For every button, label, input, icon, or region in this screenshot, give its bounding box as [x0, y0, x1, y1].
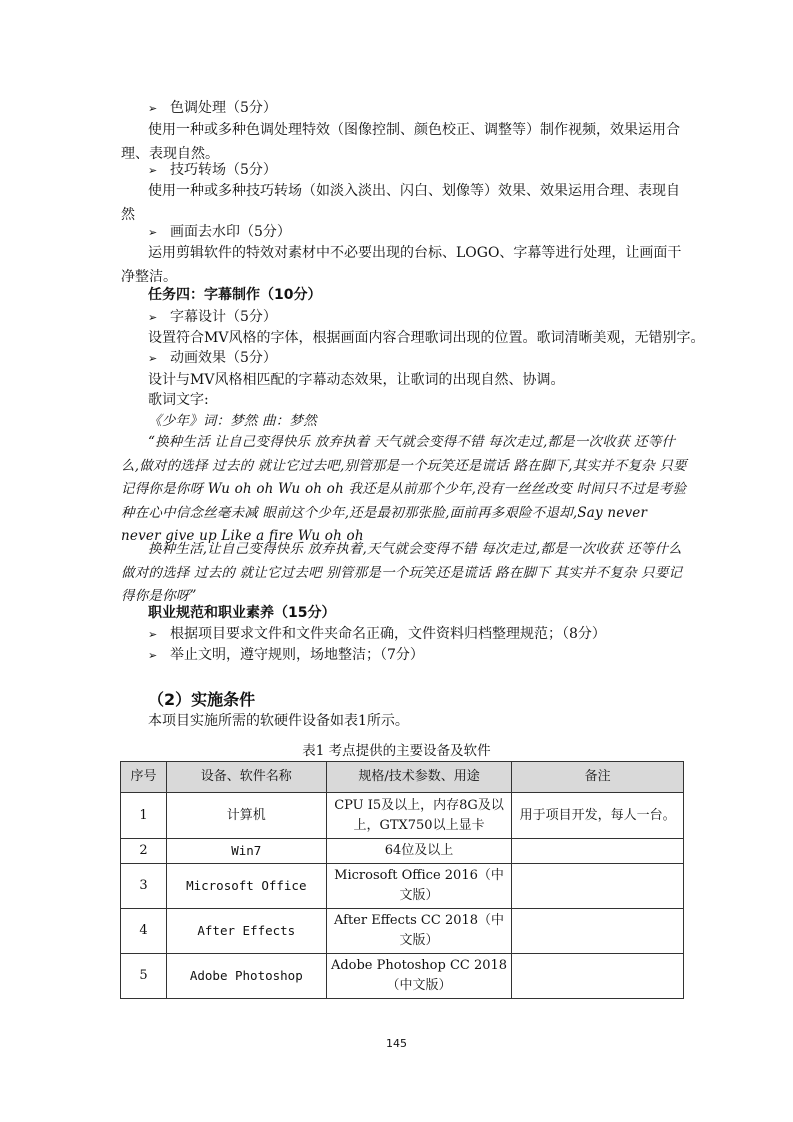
cell-spec: CPU I5及以上，内存8G及以上，GTX750以上显卡: [326, 793, 512, 839]
cell-name: 计算机: [166, 793, 326, 839]
professional-item-2: ➢ 举止文明，遵守规则，场地整洁；（7分）: [148, 645, 424, 666]
subtitle-design-heading: ➢ 字幕设计（5分）: [148, 307, 277, 328]
cell-note: [512, 954, 684, 999]
conditions-title: （2）实施条件: [148, 690, 256, 709]
cell-name: Adobe Photoshop: [166, 954, 326, 999]
table-row: [121, 864, 684, 909]
cell-spec: Microsoft Office 2016（中文版）: [326, 864, 512, 909]
header-no: 序号: [121, 762, 167, 793]
professional-title: 职业规范和职业素养（15分）: [148, 605, 336, 621]
cell-no: 5: [121, 954, 167, 999]
section-text-watermark: 运用剪辑软件的特效对素材中不必要出现的台标、LOGO、字幕等进行处理，让画面干净整洁。: [121, 245, 682, 285]
lyrics-label: 歌词文字:: [148, 392, 209, 408]
cell-no: 3: [121, 864, 167, 909]
bullet-icon: ➢: [148, 628, 158, 641]
cell-note: 用于项目开发，每人一台。: [512, 793, 684, 839]
subtitle-design-text: 设置符合MV风格的字体，根据画面内容合理歌词出现的位置。歌词清晰美观，无错别字。: [148, 330, 705, 346]
animation-text: 设计与MV风格相匹配的字幕动态效果，让歌词的出现自然、协调。: [148, 372, 565, 388]
cell-no: 1: [121, 793, 167, 839]
cell-no: 2: [121, 839, 167, 864]
animation-heading: ➢ 动画效果（5分）: [148, 348, 277, 369]
bullet-icon: ➢: [148, 226, 158, 239]
cell-note: [512, 864, 684, 909]
table-row: [121, 839, 684, 864]
cell-name: After Effects: [166, 909, 326, 954]
task4-title: 任务四：字幕制作（10分）: [148, 287, 322, 303]
cell-spec: After Effects CC 2018（中文版）: [326, 909, 512, 954]
header-note: 备注: [512, 762, 684, 793]
lyrics-paragraph-1: “换种生活 让自己变得快乐 放弃执着 天气就会变得不错 每次走过,都是一次收获 还等什么,做对的选择 过去的 就让它过去吧,别管那是一个玩笑还是谎话 路在脚下,其实并不复杂 只要记得你是你呀 Wu oh oh Wu oh oh 我还是从前那个少年,没有一丝丝改变 时间只不过是考验 种在心中信念丝毫未减 眼前这个少年,还是最初那张脸,面前再多艰险不退却,Say never never give up Like a fire Wu oh oh: [121, 434, 687, 544]
bullet-icon: ➢: [148, 311, 158, 324]
bullet-icon: ➢: [148, 102, 158, 115]
cell-spec: 64位及以上: [326, 839, 512, 864]
conditions-intro: 本项目实施所需的软硬件设备如表1所示。: [148, 713, 409, 729]
section-text-transition: 使用一种或多种技巧转场（如淡入淡出、闪白、划像等）效果、效果运用合理、表现自然: [121, 183, 680, 223]
bullet-icon: ➢: [148, 352, 158, 365]
cell-note: [512, 909, 684, 954]
lyrics-paragraph-2: 换种生活,让自己变得快乐 放弃执着,天气就会变得不错 每次走过,都是一次收获 还等什么 做对的选择 过去的 就让它过去吧 别管那是一个玩笑还是谎话 路在脚下 其实并不复杂 只要记得你是你呀”: [121, 541, 683, 604]
table-row: [121, 793, 684, 839]
page-number: 145: [386, 1037, 407, 1050]
cell-name: Win7: [166, 839, 326, 864]
equipment-table: [120, 761, 684, 999]
table-row: [121, 954, 684, 999]
bullet-icon: ➢: [148, 649, 158, 662]
cell-note: [512, 839, 684, 864]
header-spec: 规格/技术参数、用途: [326, 762, 512, 793]
cell-spec: Adobe Photoshop CC 2018（中文版）: [326, 954, 512, 999]
header-name: 设备、软件名称: [166, 762, 326, 793]
professional-item-1: ➢ 根据项目要求文件和文件夹命名正确，文件资料归档整理规范；（8分）: [148, 624, 606, 645]
section-heading-color: ➢ 色调处理（5分）: [148, 98, 277, 119]
song-info: 《少年》词：梦然 曲：梦然: [148, 413, 317, 429]
section-text-color: 使用一种或多种色调处理特效（图像控制、颜色校正、调整等）制作视频，效果运用合理、表现自然。: [121, 122, 680, 162]
cell-name: Microsoft Office: [166, 864, 326, 909]
table-caption: 表1 考点提供的主要设备及软件: [302, 743, 491, 759]
bullet-icon: ➢: [148, 164, 158, 177]
section-heading-transition: ➢ 技巧转场（5分）: [148, 160, 277, 181]
section-heading-watermark: ➢ 画面去水印（5分）: [148, 222, 291, 243]
table-header-row: [121, 762, 684, 793]
cell-no: 4: [121, 909, 167, 954]
table-row: [121, 909, 684, 954]
